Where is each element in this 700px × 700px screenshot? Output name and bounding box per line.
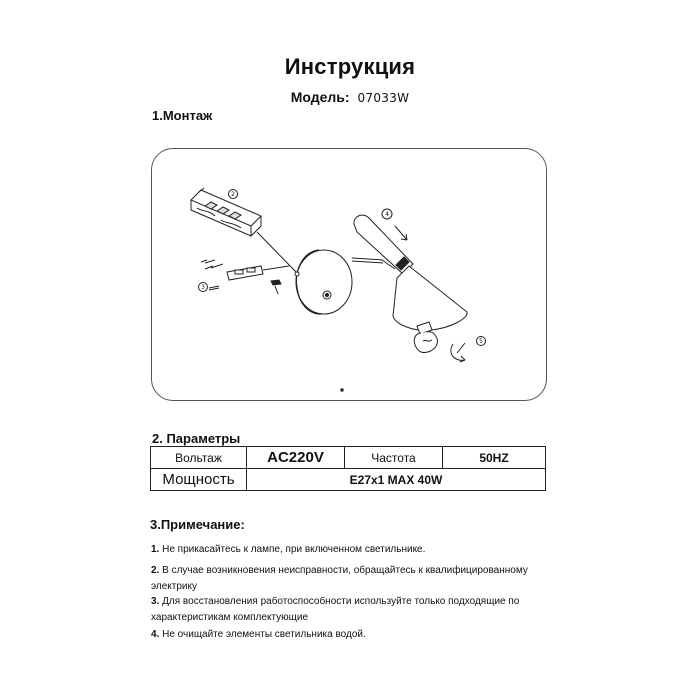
param-label-power: Мощность xyxy=(151,469,247,491)
param-value-power: E27x1 MAX 40W xyxy=(247,469,546,491)
param-value-frequency: 50HZ xyxy=(443,447,546,469)
screws-and-terminal xyxy=(199,260,290,294)
param-label-voltage: Вольтаж xyxy=(151,447,247,469)
param-value-voltage: AC220V xyxy=(247,447,345,469)
parameters-table xyxy=(150,446,546,491)
section-notes-title: 3.Примечание: xyxy=(150,517,245,532)
note-number: 2. xyxy=(151,565,160,576)
note-text: Не очищайте элементы светильника водой. xyxy=(162,629,366,640)
note-number: 3. xyxy=(151,596,160,607)
note-item xyxy=(151,542,551,558)
page-title: Инструкция xyxy=(284,54,416,79)
lamp-shade xyxy=(354,215,467,330)
step-label: 4 xyxy=(385,211,389,218)
model-value: 07033W xyxy=(357,91,410,105)
table-row xyxy=(151,447,546,469)
note-text: Для восстановления работоспособности используйте только подходящие по характеристикам комплектующие xyxy=(151,596,520,623)
table-row xyxy=(151,469,546,491)
note-number: 4. xyxy=(151,629,160,640)
note-item xyxy=(151,563,551,595)
model-line xyxy=(0,89,700,105)
section-parameters-title: 2. Параметры xyxy=(152,431,241,446)
mounting-diagram xyxy=(151,148,547,401)
note-number: 1. xyxy=(151,544,160,555)
note-item xyxy=(151,594,551,626)
section-mounting-title: 1.Монтаж xyxy=(152,108,213,123)
step-label: 2 xyxy=(231,191,235,198)
param-label-frequency: Частота xyxy=(345,447,443,469)
step-label: 3 xyxy=(201,284,205,291)
note-text: Не прикасайтесь к лампе, при включенном светильнике. xyxy=(162,544,426,555)
note-text: В случае возникновения неисправности, обращайтесь к квалифицированному электрику xyxy=(151,565,528,592)
wall-base-plate xyxy=(295,250,383,314)
note-item xyxy=(151,627,551,643)
step-label: 5 xyxy=(479,338,483,345)
model-label: Модель: xyxy=(290,89,350,105)
